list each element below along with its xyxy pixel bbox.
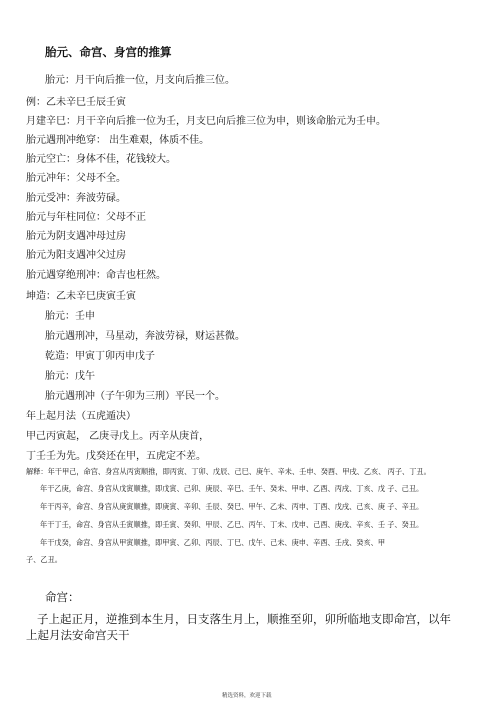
page-title: 胎元、命宫、身宫的推算	[45, 45, 172, 59]
text-line: 胎元：月干向后推一位，月支向后推三位。	[45, 75, 235, 86]
text-line: 胎元受冲：奔波劳碌。	[26, 193, 126, 204]
text-line: 胎元冲年：父母不全。	[26, 173, 126, 184]
section-text: 子上起正月，逆推到本生月，日支落生月上，顺推至卯，卯所临地支即命宫，以年	[37, 612, 451, 626]
page-footer: 精选资料，欢迎下载	[222, 693, 272, 699]
text-line: 胎元为阳支遇冲父过房	[26, 250, 126, 261]
note-line: 年干乙庚，命宫、身宫从戊寅顺推，即戊寅、己卯、庚辰、辛巳、壬午、癸未、甲申、乙酉、丙戌、丁亥、戊 子、己丑。	[40, 484, 424, 493]
text-line: 例：乙未辛巳壬辰壬寅	[26, 97, 126, 108]
section-heading: 命宫：	[45, 590, 80, 604]
text-line: 坤造：乙未辛巳庚寅壬寅	[26, 291, 136, 302]
text-line: 甲己丙寅起， 乙庚寻戊上。丙辛从庚首，	[26, 431, 210, 442]
note-line: 子、乙丑。	[26, 555, 62, 564]
text-line: 胎元：戊午	[45, 371, 95, 382]
text-line: 丁壬壬为先。戊癸还在甲，五虎定不差。	[26, 451, 206, 462]
text-line: 胎元：壬申	[45, 311, 95, 322]
text-line: 乾造：甲寅丁卯丙申戊子	[45, 351, 155, 362]
text-line: 胎元遇刑冲（子午卯为三刑）平民一个。	[45, 391, 225, 402]
note-line: 年干戊癸，命宫、身宫从甲寅顺推，即甲寅、乙卯、丙辰、丁巳、戊午、己未、庚申、辛酉、壬戌、癸亥、甲	[40, 538, 386, 547]
text-line: 胎元遇刑冲绝穿： 出生难艰，体质不佳。	[26, 135, 210, 146]
note-line: 年干丙辛，命宫、身宫从庚寅顺推，即庚寅、辛卯、壬辰、癸巳、甲午、乙未、丙申、丁酉、戊戌、己亥、庚 子、辛丑。	[40, 502, 424, 511]
text-line: 月建辛巳：月干辛向后推一位为壬，月支巳向后推三位为申，则该命胎元为壬申。	[26, 116, 386, 127]
section-text: 上起月法安命宫天干	[26, 628, 130, 642]
note-line: 解释：年干甲己，命宫、身宫从丙寅顺推，即丙寅、丁卯、戊辰、己巳、庚午、辛未、壬申、癸酉、甲戌、乙亥、 丙子、丁丑。	[26, 467, 431, 476]
text-line: 年上起月法（五虎遁决）	[26, 411, 136, 422]
text-line: 胎元与年柱同位：父母不正	[26, 212, 146, 223]
text-line: 胎元为阴支遇冲母过房	[26, 231, 126, 242]
text-line: 胎元遇刑冲，马星动，奔波劳禄，财运甚微。	[45, 331, 245, 342]
text-line: 胎元遇穿绝刑冲：命吉也枉然。	[26, 270, 166, 281]
note-line: 年干丁壬，命宫、身宫从壬寅顺推，即壬寅、癸卯、甲辰、乙巳、丙午、丁未、戊申、己酉、庚戌、辛亥、壬 子、癸丑。	[40, 520, 424, 529]
text-line: 胎元空亡：身体不佳，花钱较大。	[26, 154, 176, 165]
